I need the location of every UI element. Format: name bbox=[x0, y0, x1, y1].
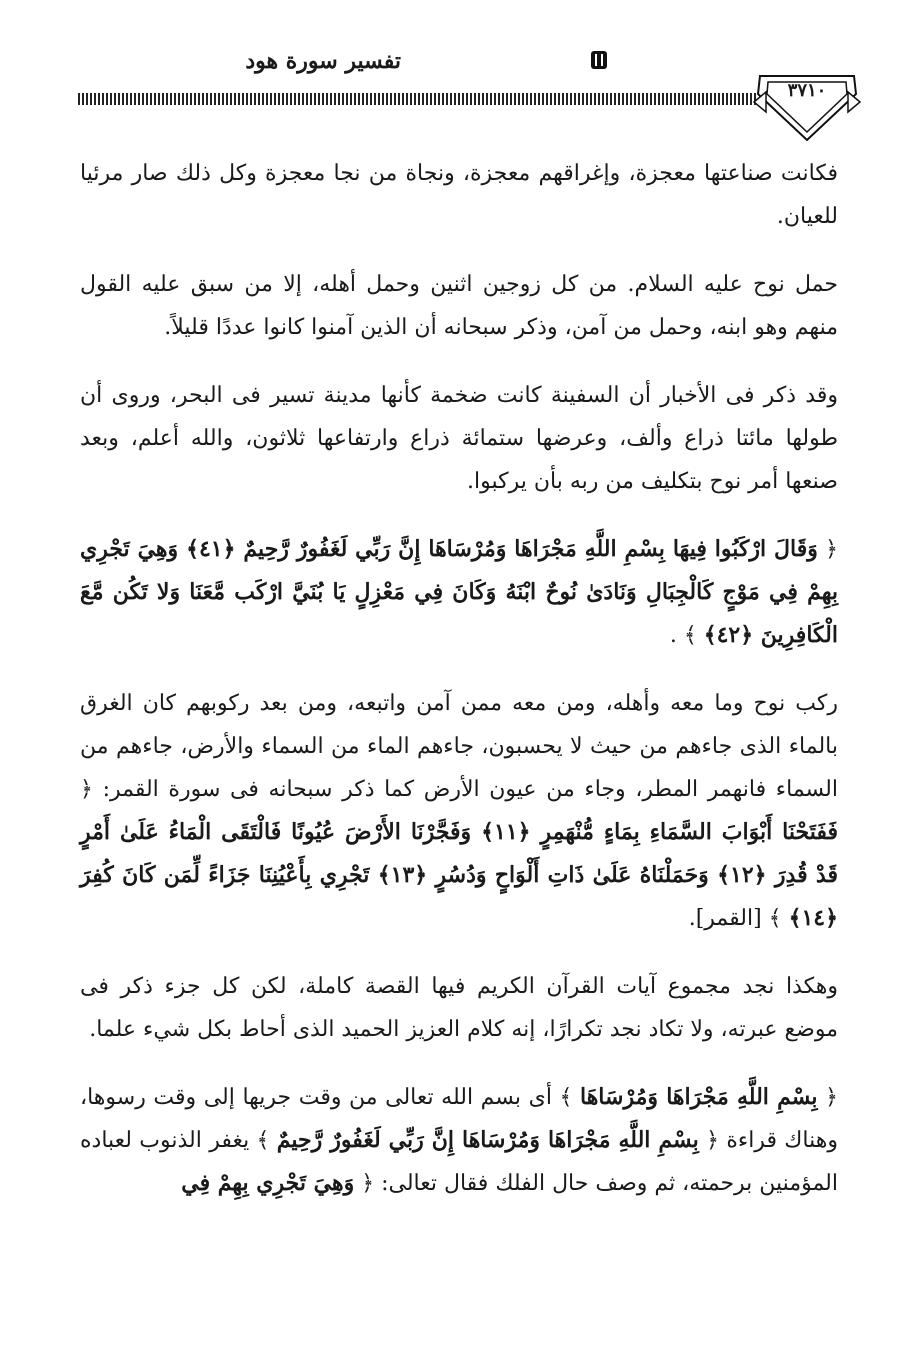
quran-verse: بِسْمِ اللَّهِ مَجْرَاهَا وَمُرْسَاهَا إِنَّ رَبِّي لَغَفُورٌ رَّحِيمٌ bbox=[276, 1127, 699, 1153]
page-number-badge-icon bbox=[752, 62, 862, 142]
quran-verse: وَقَالَ ارْكَبُوا فِيهَا بِسْمِ اللَّهِ مَجْرَاهَا وَمُرْسَاهَا إِنَّ رَبِّي لَغَفُورٌ رَّحِيمٌ ﴿٤١﴾ وَهِيَ تَجْرِي بِهِمْ فِي مَوْجٍ كَالْجِبَالِ وَنَادَىٰ نُوحٌ ابْنَهُ وَكَانَ فِي مَعْزِلٍ يَا بُنَيَّ ارْكَب مَّعَنَا وَلا تَكُن مَّعَ الْكَافِرِينَ ﴿٤٢﴾ bbox=[80, 536, 838, 648]
page-header bbox=[0, 0, 921, 150]
paragraph-text: أى بسم الله تعالى من وقت جريها إلى وقت رسوها، وهناك قراءة bbox=[80, 1085, 838, 1153]
verse-close-brace: ﴾ [القمر]. bbox=[688, 906, 782, 931]
quran-verse: وَهِيَ تَجْرِي بِهِمْ فِي bbox=[181, 1170, 355, 1196]
verse-open-brace: ﴿ bbox=[825, 537, 838, 562]
verse-open-brace: ﴿ bbox=[361, 1171, 375, 1196]
paragraph-7 bbox=[80, 1076, 838, 1205]
paragraph-6 bbox=[80, 965, 838, 1051]
paragraph-1 bbox=[80, 152, 838, 238]
paragraph-text: فكانت صناعتها معجزة، وإغراقهم معجزة، ونجاة من نجا معجزة وكل ذلك صار مرئيا للعيان. bbox=[80, 161, 838, 229]
paragraph-2 bbox=[80, 263, 838, 349]
verse-open-brace: ﴿ bbox=[706, 1128, 719, 1153]
page-number: ٣٧١٠ bbox=[787, 80, 827, 101]
paragraph-text: وقد ذكر فى الأخبار أن السفينة كانت ضخمة كأنها مدينة تسير فى البحر، وروى أن طولها مائتا ذراع وألف، وعرضها ستمائة ذراع وارتفاعها ثلاثون، والله أعلم، وبعد صنعها أمر نوح بتكليف من ربه بأن يركبوا. bbox=[80, 383, 838, 494]
running-title: تفسير سورة هود bbox=[245, 48, 401, 74]
verse-close-brace: ﴾ . bbox=[669, 623, 697, 648]
quran-verse: بِسْمِ اللَّهِ مَجْرَاهَا وَمُرْسَاهَا bbox=[580, 1084, 818, 1110]
quran-verse-block bbox=[80, 528, 838, 657]
quran-verse: فَفَتَحْنَا أَبْوَابَ السَّمَاءِ بِمَاءٍ مُّنْهَمِرٍ ﴿١١﴾ وَفَجَّرْنَا الأَرْضَ عُيُونًا فَالْتَقَى الْمَاءُ عَلَىٰ أَمْرٍ قَدْ قُدِرَ ﴿١٢﴾ وَحَمَلْنَاهُ عَلَىٰ ذَاتِ أَلْوَاحٍ وَدُسُرٍ ﴿١٣﴾ تَجْرِي بِأَعْيُنِنَا جَزَاءً لِّمَن كَانَ كُفِرَ ﴿١٤﴾ bbox=[80, 819, 838, 931]
paragraph-5 bbox=[80, 682, 838, 940]
verse-open-brace: ﴿ bbox=[80, 777, 93, 802]
verse-close-brace: ﴾ bbox=[559, 1085, 573, 1110]
paragraph-text: حمل نوح عليه السلام. من كل زوجين اثنين وحمل أهله، إلا من سبق عليه القول منهم وهو ابنه، وحمل من آمن، وذكر سبحانه أن الذين آمنوا كانوا عددًا قليلاً. bbox=[80, 272, 838, 340]
ornament-icon bbox=[590, 50, 608, 70]
header-rule bbox=[78, 93, 758, 105]
verse-open-brace: ﴿ bbox=[825, 1085, 838, 1110]
paragraph-text: وهكذا نجد مجموع آيات القرآن الكريم فيها القصة كاملة، لكن كل جزء ذكر فى موضع عبرته، ولا تكاد نجد تكرارًا، إنه كلام العزيز الحميد الذى أحاط بكل شيء علما. bbox=[80, 974, 838, 1042]
page-body bbox=[80, 152, 838, 1230]
verse-close-brace: ﴾ bbox=[256, 1128, 270, 1153]
paragraph-3 bbox=[80, 374, 838, 503]
paragraph-text: ركب نوح وما معه وأهله، ومن معه ممن آمن واتبعه، ومن بعد ركوبهم كان الغرق بالماء الذى جاءهم من حيث لا يحسبون، جاءهم الماء من السماء والأرض، جاءهم من السماء فانهمر المطر، وجاء من عيون الأرض كما ذكر سبحانه فى سورة القمر: bbox=[80, 691, 838, 802]
paragraph-text: يغفر الذنوب لعباده المؤمنين برحمته، ثم وصف حال الفلك فقال تعالى: bbox=[80, 1128, 838, 1196]
